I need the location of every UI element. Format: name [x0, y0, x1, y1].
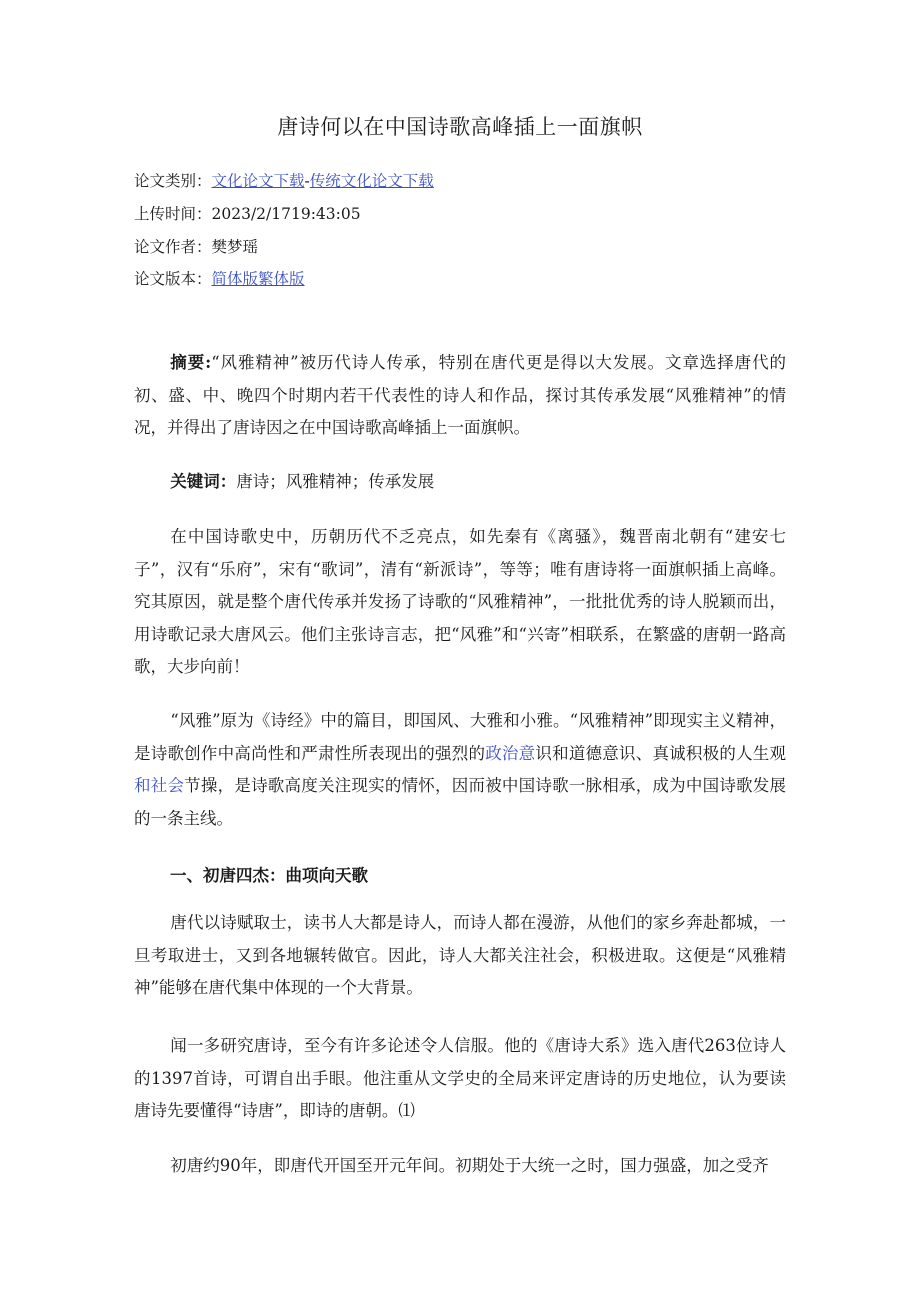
body-paragraph-1: 在中国诗歌史中，历朝历代不乏亮点，如先秦有《离骚》，魏晋南北朝有“建安七子”，汉有“乐府”，宋有“歌词”，清有“新派诗”，等等；唯有唐诗将一面旗帜插上高峰。究其原因，就是整个唐代传承并发扬了诗歌的“风雅精神”，一批批优秀的诗人脱颖而出，用诗歌记录大唐风云。他们主张诗言志，把“风雅”和“兴寄”相联系，在繁盛的唐朝一路高歌，大步向前！: [134, 527, 786, 676]
section-heading-1: 一、初唐四杰：曲项向天歌: [170, 866, 368, 885]
meta-upload-row: [134, 204, 361, 224]
category-separator: -: [304, 172, 310, 190]
version-link-traditional[interactable]: 繁体版: [258, 270, 305, 288]
para2-part3: 节操，是诗歌高度关注现实的情怀，因而被中国诗歌一脉相承，成为中国诗歌发展的一条主线。: [134, 776, 787, 828]
body-paragraph-3: 唐代以诗赋取士，读书人大都是诗人，而诗人都在漫游，从他们的家乡奔赴都城，一旦考取进士，又到各地辗转做官。因此，诗人大都关注社会，积极进取。这便是“风雅精神”能够在唐代集中体现的一个大背景。: [134, 913, 786, 997]
upload-value: 2023/2/1719:43:05: [211, 205, 361, 223]
abstract-label: 摘要:: [170, 353, 212, 372]
political-awareness-link[interactable]: 政治意: [485, 743, 536, 763]
body-paragraph-5: 初唐约90年，即唐代开国至开元年间。初期处于大统一之时，国力强盛，加之受齐: [170, 1156, 769, 1175]
para2-part2: 识和道德意识、真诚积极的人生观: [535, 743, 787, 763]
category-link-culture[interactable]: 文化论文下载: [211, 172, 305, 190]
author-label: 论文作者：: [134, 238, 212, 256]
keywords-label: 关键词：: [170, 472, 237, 491]
meta-author-row: [134, 237, 258, 257]
abstract-text: “风雅精神”被历代诗人传承，特别在唐代更是得以大发展。文章选择唐代的初、盛、中、晚四个时期内若干代表性的诗人和作品，探讨其传承发展“风雅精神”的情况，并得出了唐诗因之在中国诗歌高峰插上一面旗帜。: [134, 353, 786, 437]
category-link-traditional-culture[interactable]: 传统文化论文下载: [309, 172, 434, 190]
upload-label: 上传时间：: [134, 205, 212, 223]
version-label: 论文版本：: [134, 270, 212, 288]
version-link-simplified[interactable]: 简体版: [211, 270, 259, 288]
para2-part1: “风雅”原为《诗经》中的篇目，即国风、大雅和小雅。“风雅精神”即现实主义精神，是诗歌创作中高尚性和严肃性所表现出的强烈的: [134, 711, 786, 763]
category-label: 论文类别：: [134, 172, 212, 190]
meta-version-row: [134, 269, 305, 289]
keywords-text: 唐诗；风雅精神；传承发展: [236, 472, 435, 491]
body-paragraph-2: [134, 705, 786, 835]
body-paragraph-4: 闻一多研究唐诗，至今有许多论述令人信服。他的《唐诗大系》选入唐代263位诗人的1397首诗，可谓自出手眼。他注重从文学史的全局来评定唐诗的历史地位，认为要读唐诗先要懂得“诗唐”，即诗的唐朝。⑴: [134, 1036, 786, 1120]
meta-category-row: [134, 171, 434, 191]
keywords-paragraph: [134, 466, 786, 499]
society-link[interactable]: 和社会: [134, 776, 185, 795]
article-title: 唐诗何以在中国诗歌高峰插上一面旗帜: [277, 115, 643, 139]
abstract-paragraph: [134, 347, 786, 445]
author-value: 樊梦瑶: [211, 238, 259, 256]
